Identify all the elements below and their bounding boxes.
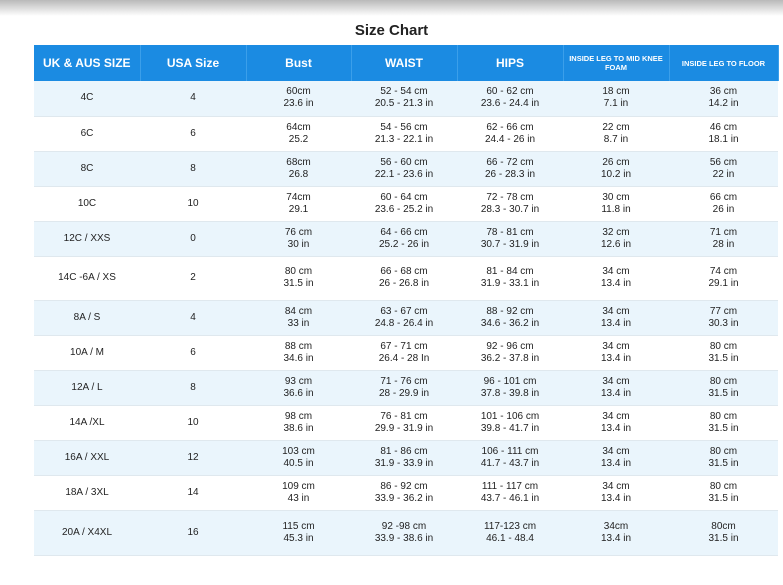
bust-cell <box>246 81 351 116</box>
hips-cell-line: 36.2 - 37.8 in <box>480 352 540 364</box>
hips-cell-line: 96 - 101 cm <box>483 375 537 387</box>
inside-leg-floor-cell-line: 80 cm <box>709 480 738 492</box>
waist-cell <box>351 405 457 440</box>
inside-leg-knee-cell <box>563 151 669 186</box>
bust-cell-line: 74cm <box>286 191 311 203</box>
hips-cell-line: 92 - 96 cm <box>486 340 534 352</box>
waist-cell <box>351 300 457 335</box>
bust-cell-line: 31.5 in <box>283 278 314 289</box>
uk-size-cell: 18A / 3XL <box>34 475 140 510</box>
waist-cell-line: 20.5 - 21.3 in <box>374 98 434 110</box>
page-title: Size Chart <box>354 22 429 39</box>
inside-leg-knee-cell-line: 13.4 in <box>600 492 632 504</box>
hips-cell-line: 30.7 - 31.9 in <box>480 238 540 250</box>
inside-leg-floor-cell-line: 30.3 in <box>708 317 739 329</box>
inside-leg-knee-cell-line: 13.4 in <box>600 457 632 469</box>
inside-leg-floor-cell-line: 80 cm <box>709 445 738 457</box>
hips-cell-line: 34.6 - 36.2 in <box>480 317 540 329</box>
bust-cell-line: 26.8 <box>288 168 309 180</box>
usa-size-cell: 10 <box>140 186 246 221</box>
hips-cell <box>457 510 563 555</box>
inside-leg-floor-cell <box>669 300 778 335</box>
bust-cell <box>246 116 351 151</box>
bust-cell-line: 115 cm <box>282 520 315 532</box>
inside-leg-knee-cell <box>563 510 669 555</box>
uk-size-cell: 8C <box>34 151 140 186</box>
bust-cell <box>246 186 351 221</box>
header-row <box>34 45 778 81</box>
inside-leg-knee-cell-line: 8.7 in <box>603 133 629 145</box>
uk-size-cell: 12A / L <box>34 370 140 405</box>
inside-leg-floor-cell-line: 71 cm <box>709 226 738 238</box>
hips-cell <box>457 370 563 405</box>
waist-cell-line: 63 - 67 cm <box>380 305 428 317</box>
hips-cell-line: 101 - 106 cm <box>480 410 540 422</box>
uk-size-cell: 16A / XXL <box>34 440 140 475</box>
inside-leg-knee-cell-line: 10.2 in <box>600 168 632 180</box>
waist-cell-line: 81 - 86 cm <box>380 445 428 457</box>
waist-cell <box>351 81 457 116</box>
bust-cell <box>246 300 351 335</box>
usa-size-cell: 4 <box>140 300 246 335</box>
bust-cell-line: 43 in <box>287 492 310 504</box>
inside-leg-knee-cell-line: 34 cm <box>602 340 630 352</box>
top-shadow <box>0 0 783 16</box>
waist-cell-line: 23.6 - 25.2 in <box>374 203 434 215</box>
inside-leg-knee-cell-line: 13.4 in <box>600 387 632 399</box>
inside-leg-knee-cell <box>563 221 669 256</box>
inside-leg-floor-cell-line: 46 cm <box>709 121 738 133</box>
hips-cell-line: 37.8 - 39.8 in <box>480 387 540 399</box>
hips-cell <box>457 221 563 256</box>
bust-cell <box>246 370 351 405</box>
inside-leg-knee-cell-line: 13.4 in <box>600 278 632 289</box>
inside-leg-knee-cell-line: 34cm <box>603 520 629 532</box>
usa-size-cell: 4 <box>140 81 246 116</box>
inside-leg-floor-cell-line: 22 in <box>712 168 735 180</box>
inside-leg-knee-cell-line: 18 cm <box>602 86 630 98</box>
inside-leg-knee-cell <box>563 370 669 405</box>
inside-leg-floor-cell-line: 74 cm <box>709 266 738 277</box>
waist-cell-line: 66 - 68 cm <box>380 266 428 277</box>
bust-cell <box>246 440 351 475</box>
inside-leg-knee-cell-line: 34 cm <box>602 410 630 422</box>
table-row <box>34 335 778 370</box>
bust-cell-line: 25.2 <box>288 133 309 145</box>
hips-cell <box>457 440 563 475</box>
uk-size-cell: 20A / X4XL <box>34 510 140 555</box>
bust-cell-line: 36.6 in <box>283 387 314 399</box>
hips-cell-line: 31.9 - 33.1 in <box>480 278 540 289</box>
waist-cell-line: 26 - 26.8 in <box>378 278 430 289</box>
waist-cell-line: 92 -98 cm <box>381 520 427 532</box>
uk-size-cell: 14C -6A / XS <box>34 256 140 300</box>
inside-leg-knee-cell-line: 34 cm <box>602 305 630 317</box>
inside-leg-knee-cell-line: 26 cm <box>602 156 630 168</box>
hips-cell-line: 66 - 72 cm <box>486 156 534 168</box>
waist-cell <box>351 440 457 475</box>
bust-cell-line: 30 in <box>287 238 310 250</box>
bust-cell <box>246 475 351 510</box>
waist-cell-line: 60 - 64 cm <box>380 191 428 203</box>
uk-size-cell: 6C <box>34 116 140 151</box>
inside-leg-knee-cell <box>563 81 669 116</box>
waist-cell <box>351 335 457 370</box>
inside-leg-floor-cell <box>669 186 778 221</box>
hips-cell-line: 72 - 78 cm <box>486 191 534 203</box>
waist-cell-line: 25.2 - 26 in <box>378 238 430 250</box>
inside-leg-floor-cell-line: 80cm <box>711 520 736 532</box>
header-waist: WAIST <box>351 45 457 81</box>
table-row <box>34 256 778 300</box>
bust-cell-line: 93 cm <box>284 375 313 387</box>
hips-cell-line: 117-123 cm <box>483 520 537 532</box>
hips-cell-line: 26 - 28.3 in <box>484 168 536 180</box>
inside-leg-knee-cell <box>563 475 669 510</box>
uk-size-cell: 14A /XL <box>34 405 140 440</box>
inside-leg-knee-cell-line: 32 cm <box>602 226 630 238</box>
inside-leg-knee-cell <box>563 300 669 335</box>
hips-cell-line: 41.7 - 43.7 in <box>480 457 540 469</box>
inside-leg-floor-cell-line: 66 cm <box>709 191 738 203</box>
inside-leg-floor-cell <box>669 116 778 151</box>
waist-cell-line: 33.9 - 38.6 in <box>374 532 434 544</box>
waist-cell <box>351 256 457 300</box>
inside-leg-floor-cell-line: 31.5 in <box>708 492 739 504</box>
inside-leg-floor-cell <box>669 335 778 370</box>
table-row <box>34 370 778 405</box>
uk-size-cell: 4C <box>34 81 140 116</box>
usa-size-cell: 6 <box>140 116 246 151</box>
waist-cell <box>351 186 457 221</box>
usa-size-cell: 8 <box>140 370 246 405</box>
bust-cell-line: 40.5 in <box>283 457 314 469</box>
hips-cell-line: 62 - 66 cm <box>486 121 534 133</box>
bust-cell-line: 34.6 in <box>283 352 314 364</box>
inside-leg-floor-cell-line: 80 cm <box>709 410 738 422</box>
bust-cell-line: 38.6 in <box>283 422 314 434</box>
bust-cell-line: 98 cm <box>284 410 313 422</box>
waist-cell-line: 22.1 - 23.6 in <box>374 168 434 180</box>
bust-cell <box>246 335 351 370</box>
bust-cell-line: 60cm <box>286 86 311 98</box>
waist-cell-line: 29.9 - 31.9 in <box>374 422 434 434</box>
inside-leg-floor-cell <box>669 405 778 440</box>
inside-leg-knee-cell-line: 13.4 in <box>600 422 632 434</box>
bust-cell-line: 80 cm <box>284 266 313 277</box>
hips-cell-line: 23.6 - 24.4 in <box>480 98 540 110</box>
table-row <box>34 510 778 555</box>
inside-leg-floor-cell <box>669 475 778 510</box>
size-chart-table <box>34 45 779 556</box>
bust-cell-line: 33 in <box>287 317 310 329</box>
table-body <box>34 81 778 555</box>
inside-leg-floor-cell <box>669 221 778 256</box>
bust-cell-line: 76 cm <box>284 226 313 238</box>
hips-cell-line: 60 - 62 cm <box>486 86 534 98</box>
inside-leg-floor-cell-line: 14.2 in <box>708 98 739 110</box>
inside-leg-floor-cell-line: 26 in <box>712 203 735 215</box>
hips-cell <box>457 81 563 116</box>
inside-leg-knee-cell-line: 22 cm <box>602 121 630 133</box>
waist-cell <box>351 475 457 510</box>
usa-size-cell: 14 <box>140 475 246 510</box>
table-row <box>34 81 778 116</box>
hips-cell <box>457 116 563 151</box>
inside-leg-knee-cell-line: 13.4 in <box>600 352 632 364</box>
inside-leg-knee-cell-line: 11.8 in <box>601 203 631 215</box>
hips-cell-line: 46.1 - 48.4 <box>486 532 534 544</box>
usa-size-cell: 8 <box>140 151 246 186</box>
waist-cell <box>351 151 457 186</box>
inside-leg-floor-cell-line: 31.5 in <box>708 387 739 399</box>
table-row <box>34 186 778 221</box>
bust-cell-line: 103 cm <box>282 445 315 457</box>
inside-leg-floor-cell-line: 31.5 in <box>708 532 739 544</box>
hips-cell <box>457 475 563 510</box>
usa-size-cell: 10 <box>140 405 246 440</box>
inside-leg-floor-cell-line: 80 cm <box>709 340 738 352</box>
hips-cell-line: 43.7 - 46.1 in <box>480 492 540 504</box>
usa-size-cell: 16 <box>140 510 246 555</box>
table-row <box>34 475 778 510</box>
inside-leg-floor-cell-line: 80 cm <box>709 375 738 387</box>
waist-cell-line: 26.4 - 28 In <box>378 352 430 364</box>
inside-leg-floor-cell <box>669 370 778 405</box>
uk-size-cell: 8A / S <box>34 300 140 335</box>
header-usa-size: USA Size <box>140 45 246 81</box>
bust-cell-line: 45.3 in <box>283 532 314 544</box>
hips-cell-line: 39.8 - 41.7 in <box>480 422 540 434</box>
inside-leg-knee-cell <box>563 335 669 370</box>
header-hips: HIPS <box>457 45 563 81</box>
waist-cell-line: 86 - 92 cm <box>380 480 428 492</box>
inside-leg-knee-cell-line: 13.4 in <box>600 317 632 329</box>
table-row <box>34 116 778 151</box>
hips-cell <box>457 405 563 440</box>
bust-cell <box>246 405 351 440</box>
inside-leg-knee-cell <box>563 256 669 300</box>
hips-cell <box>457 335 563 370</box>
bust-cell <box>246 256 351 300</box>
waist-cell-line: 52 - 54 cm <box>380 86 428 98</box>
hips-cell-line: 106 - 111 cm <box>481 445 539 457</box>
usa-size-cell: 0 <box>140 221 246 256</box>
waist-cell-line: 54 - 56 cm <box>380 121 428 133</box>
waist-cell-line: 33.9 - 36.2 in <box>374 492 434 504</box>
inside-leg-floor-cell-line: 29.1 in <box>708 278 739 289</box>
waist-cell-line: 56 - 60 cm <box>380 156 428 168</box>
usa-size-cell: 2 <box>140 256 246 300</box>
inside-leg-floor-cell <box>669 151 778 186</box>
inside-leg-floor-cell-line: 56 cm <box>709 156 738 168</box>
inside-leg-knee-cell-line: 7.1 in <box>603 98 629 110</box>
hips-cell <box>457 256 563 300</box>
inside-leg-floor-cell-line: 28 in <box>712 238 735 250</box>
hips-cell-line: 111 - 117 cm <box>481 480 539 492</box>
usa-size-cell: 6 <box>140 335 246 370</box>
waist-cell <box>351 510 457 555</box>
waist-cell <box>351 116 457 151</box>
uk-size-cell: 10A / M <box>34 335 140 370</box>
waist-cell <box>351 370 457 405</box>
bust-cell-line: 23.6 in <box>283 98 314 110</box>
inside-leg-floor-cell <box>669 510 778 555</box>
waist-cell-line: 28 - 29.9 in <box>378 387 430 399</box>
table-row <box>34 151 778 186</box>
waist-cell-line: 31.9 - 33.9 in <box>374 457 434 469</box>
table-row <box>34 300 778 335</box>
inside-leg-floor-cell-line: 36 cm <box>709 86 738 98</box>
hips-cell <box>457 151 563 186</box>
bust-cell-line: 109 cm <box>282 480 315 492</box>
bust-cell-line: 88 cm <box>284 340 313 352</box>
bust-cell-line: 64cm <box>286 121 311 133</box>
inside-leg-knee-cell-line: 34 cm <box>602 445 630 457</box>
bust-cell-line: 29.1 <box>288 203 309 215</box>
bust-cell <box>246 221 351 256</box>
bust-cell <box>246 151 351 186</box>
hips-cell-line: 78 - 81 cm <box>486 226 534 238</box>
inside-leg-floor-cell-line: 18.1 in <box>708 133 739 145</box>
inside-leg-floor-cell-line: 77 cm <box>709 305 738 317</box>
bust-cell-line: 68cm <box>286 156 311 168</box>
waist-cell-line: 24.8 - 26.4 in <box>374 317 434 329</box>
inside-leg-knee-cell <box>563 116 669 151</box>
waist-cell-line: 21.3 - 22.1 in <box>374 133 434 145</box>
inside-leg-knee-cell <box>563 440 669 475</box>
inside-leg-floor-cell-line: 31.5 in <box>708 457 739 469</box>
hips-cell-line: 24.4 - 26 in <box>484 133 536 145</box>
inside-leg-floor-cell-line: 31.5 in <box>708 352 739 364</box>
hips-cell <box>457 186 563 221</box>
inside-leg-knee-cell <box>563 405 669 440</box>
uk-size-cell: 10C <box>34 186 140 221</box>
header-uk-aus-size: UK & AUS SIZE <box>34 45 140 81</box>
table-row <box>34 440 778 475</box>
header-inside-leg-knee: INSIDE LEG TO MID KNEE FOAM <box>563 45 669 81</box>
inside-leg-knee-cell-line: 13.4 in <box>600 532 632 544</box>
hips-cell-line: 88 - 92 cm <box>486 305 534 317</box>
inside-leg-knee-cell-line: 30 cm <box>602 191 630 203</box>
inside-leg-floor-cell-line: 31.5 in <box>708 422 739 434</box>
waist-cell-line: 67 - 71 cm <box>380 340 428 352</box>
inside-leg-knee-cell-line: 34 cm <box>602 266 630 277</box>
waist-cell-line: 71 - 76 cm <box>380 375 428 387</box>
hips-cell-line: 28.3 - 30.7 in <box>480 203 540 215</box>
bust-cell <box>246 510 351 555</box>
hips-cell <box>457 300 563 335</box>
waist-cell-line: 76 - 81 cm <box>380 410 428 422</box>
bust-cell-line: 84 cm <box>284 305 313 317</box>
inside-leg-floor-cell <box>669 81 778 116</box>
usa-size-cell: 12 <box>140 440 246 475</box>
inside-leg-knee-cell-line: 34 cm <box>602 480 630 492</box>
uk-size-cell: 12C / XXS <box>34 221 140 256</box>
inside-leg-floor-cell <box>669 256 778 300</box>
waist-cell <box>351 221 457 256</box>
table-row <box>34 405 778 440</box>
inside-leg-floor-cell <box>669 440 778 475</box>
inside-leg-knee-cell <box>563 186 669 221</box>
inside-leg-knee-cell-line: 34 cm <box>602 375 630 387</box>
header-bust: Bust <box>246 45 351 81</box>
header-inside-leg-floor: INSIDE LEG TO FLOOR <box>669 45 778 81</box>
table-row <box>34 221 778 256</box>
inside-leg-knee-cell-line: 12.6 in <box>600 238 632 250</box>
hips-cell-line: 81 - 84 cm <box>486 266 534 277</box>
waist-cell-line: 64 - 66 cm <box>380 226 428 238</box>
